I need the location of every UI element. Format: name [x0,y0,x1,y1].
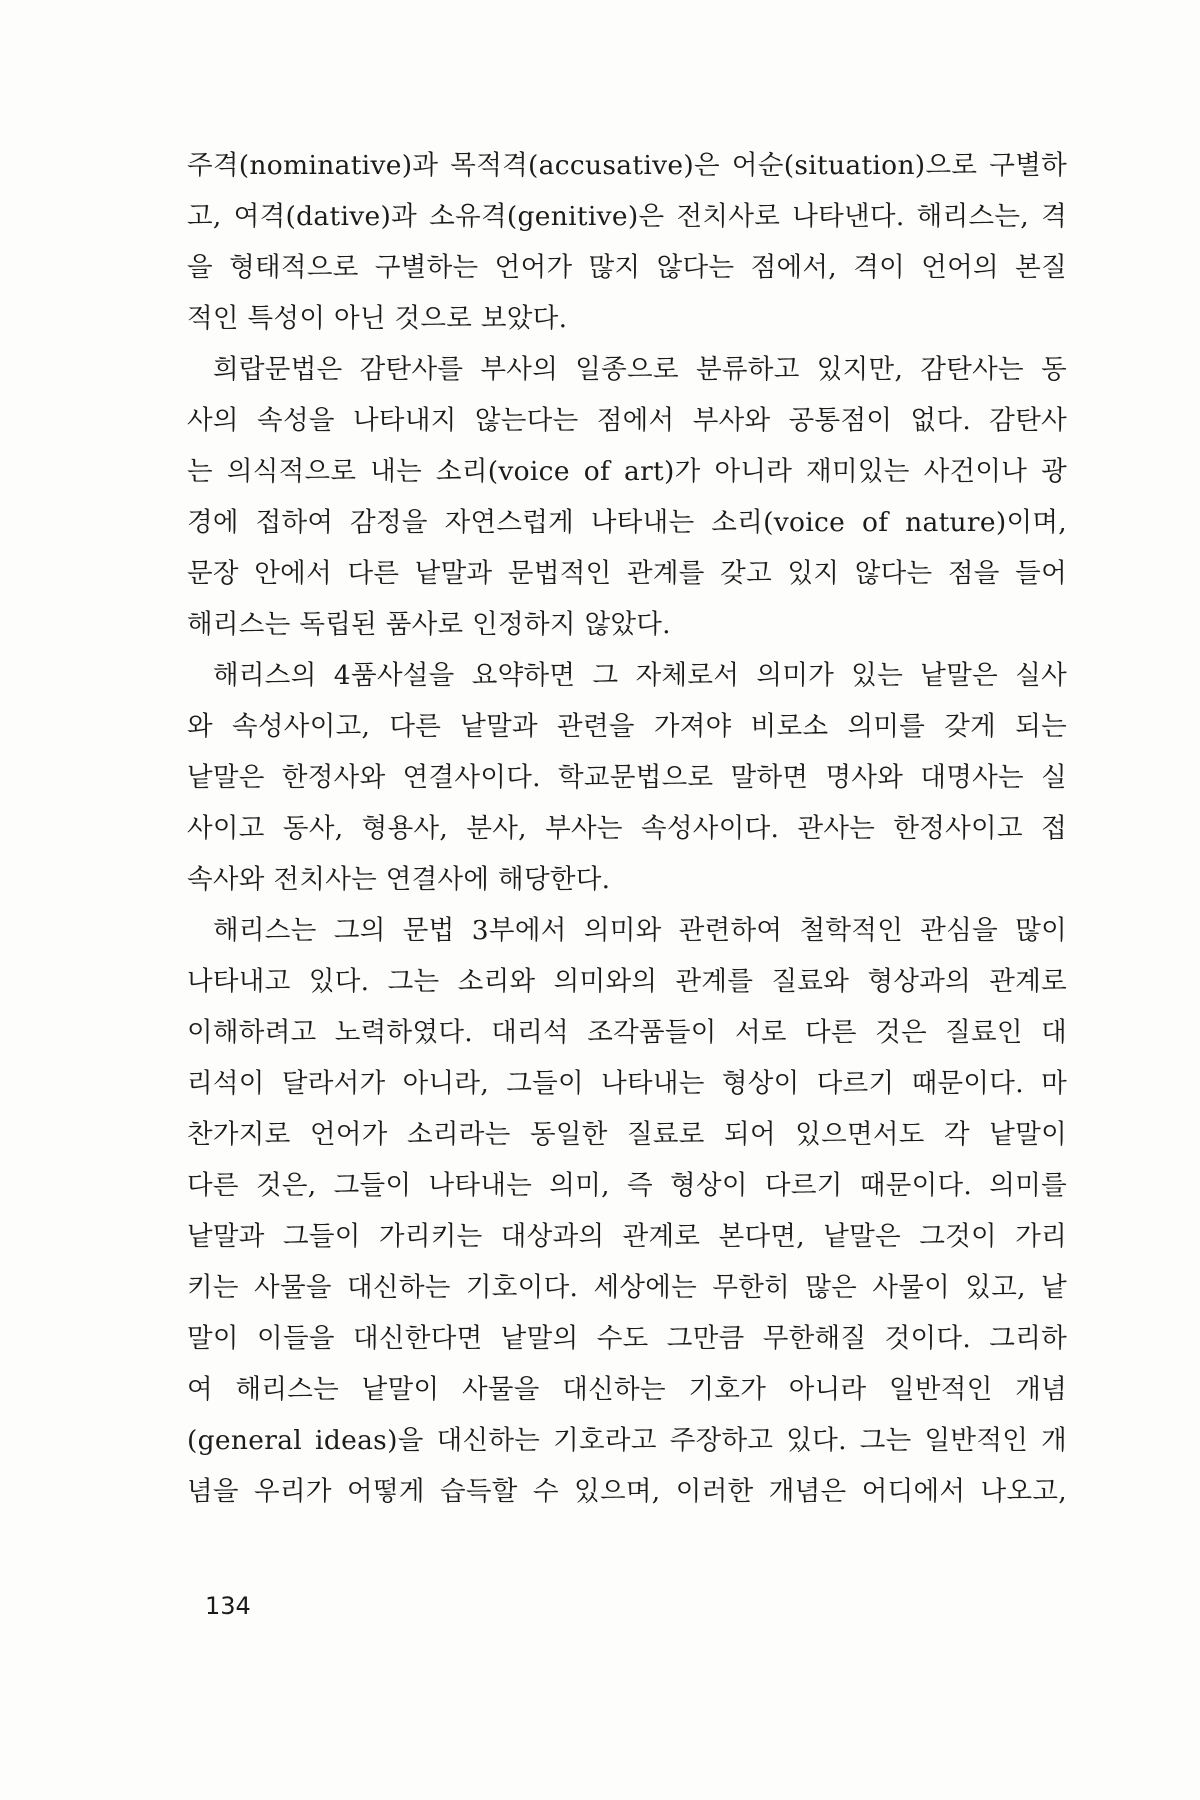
text-line: 념을 우리가 어떻게 습득할 수 있으며, 이러한 개념은 어디에서 나오고, [187,1476,1067,1507]
text-line: 주격(nominative)과 목적격(accusative)은 어순(situation)으로 구별하 [187,150,1067,181]
text-line: 적인 특성이 아닌 것으로 보았다. [187,303,568,334]
text-line: 을 형태적으로 구별하는 언어가 많지 않다는 점에서, 격이 언어의 본질 [187,252,1067,283]
text-line: 속사와 전치사는 연결사에 해당한다. [187,864,611,895]
text-line: 리석이 달라서가 아니라, 그들이 나타내는 형상이 다르기 때문이다. 마 [187,1068,1067,1099]
body-text [187,140,1067,1517]
text-line: 해리스는 독립된 품사로 인정하지 않았다. [187,609,671,640]
text-line: 해리스의 4품사설을 요약하면 그 자체로서 의미가 있는 낱말은 실사 [213,660,1067,691]
text-line: 해리스는 그의 문법 3부에서 의미와 관련하여 철학적인 관심을 많이 [213,915,1067,946]
text-line: 는 의식적으로 내는 소리(voice of art)가 아니라 재미있는 사건이나 광 [187,456,1067,487]
text-line: 문장 안에서 다른 낱말과 문법적인 관계를 갖고 있지 않다는 점을 들어 [187,558,1067,589]
text-line: 이해하려고 노력하였다. 대리석 조각품들이 서로 다른 것은 질료인 대 [187,1017,1067,1048]
text-line: 다른 것은, 그들이 나타내는 의미, 즉 형상이 다르기 때문이다. 의미를 [187,1170,1067,1201]
page-number: 134 [205,1592,251,1620]
text-line: 사이고 동사, 형용사, 분사, 부사는 속성사이다. 관사는 한정사이고 접 [187,813,1067,844]
text-line: 낱말과 그들이 가리키는 대상과의 관계로 본다면, 낱말은 그것이 가리 [187,1221,1067,1252]
text-line: 여 해리스는 낱말이 사물을 대신하는 기호가 아니라 일반적인 개념 [187,1374,1067,1405]
text-line: 고, 여격(dative)과 소유격(genitive)은 전치사로 나타낸다. 해리스는, 격 [187,201,1067,232]
text-line: 희랍문법은 감탄사를 부사의 일종으로 분류하고 있지만, 감탄사는 동 [213,354,1067,385]
text-line: 와 속성사이고, 다른 낱말과 관련을 가져야 비로소 의미를 갖게 되는 [187,711,1067,742]
text-line: 나타내고 있다. 그는 소리와 의미와의 관계를 질료와 형상과의 관계로 [187,966,1067,997]
text-line: 낱말은 한정사와 연결사이다. 학교문법으로 말하면 명사와 대명사는 실 [187,762,1067,793]
text-line: 키는 사물을 대신하는 기호이다. 세상에는 무한히 많은 사물이 있고, 낱 [187,1272,1067,1303]
text-line: 말이 이들을 대신한다면 낱말의 수도 그만큼 무한해질 것이다. 그리하 [187,1323,1067,1354]
text-line: 경에 접하여 감정을 자연스럽게 나타내는 소리(voice of nature)이며, [187,507,1067,538]
text-line: 찬가지로 언어가 소리라는 동일한 질료로 되어 있으면서도 각 낱말이 [187,1119,1067,1150]
text-line: 사의 속성을 나타내지 않는다는 점에서 부사와 공통점이 없다. 감탄사 [187,405,1067,436]
text-line: (general ideas)을 대신하는 기호라고 주장하고 있다. 그는 일반적인 개 [187,1425,1067,1456]
